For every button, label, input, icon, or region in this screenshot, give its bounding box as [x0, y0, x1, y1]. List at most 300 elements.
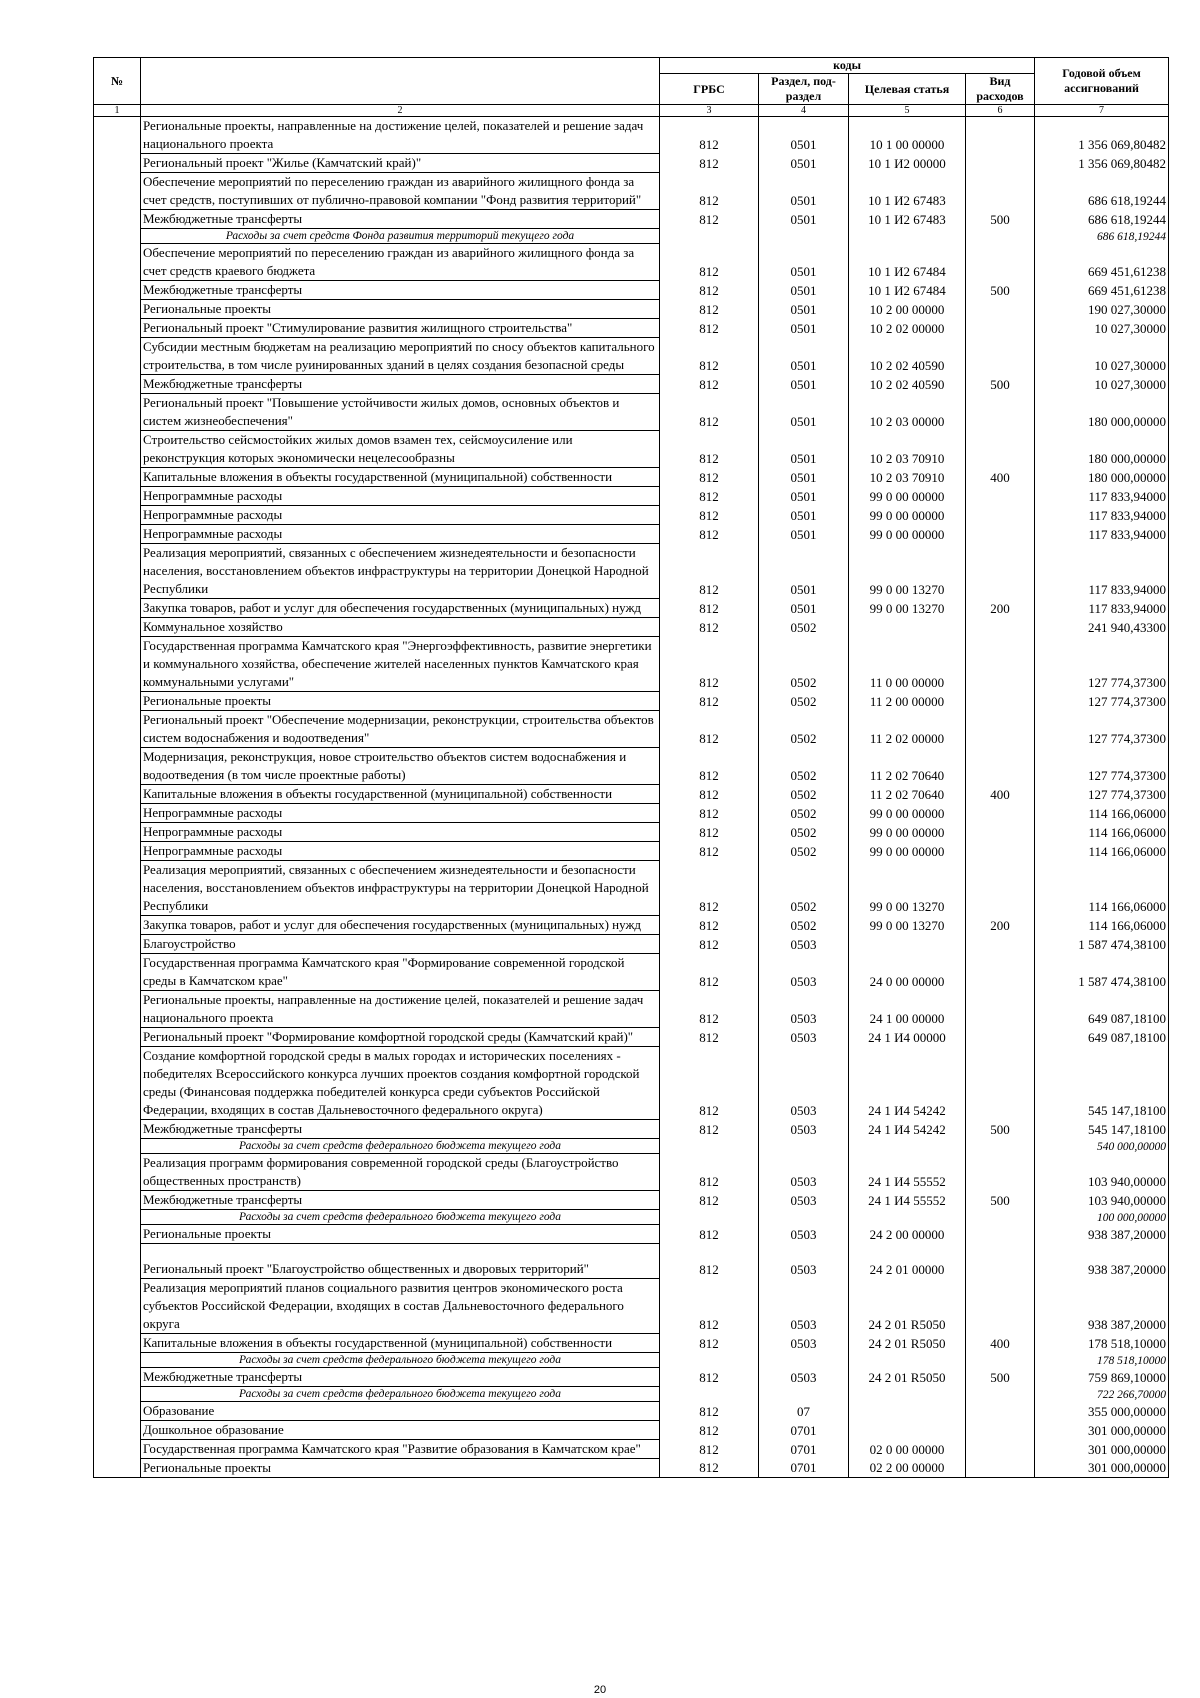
table-row [94, 823, 1169, 842]
cell-expense-type [966, 173, 1035, 210]
table-row [94, 1459, 1169, 1478]
cell-expense-type [966, 1402, 1035, 1421]
table-row [94, 935, 1169, 954]
column-number: 5 [849, 105, 966, 117]
cell-name: Межбюджетные трансферты [141, 210, 660, 229]
cell-grbs: 812 [660, 599, 759, 618]
table-row [94, 711, 1169, 748]
table-row [94, 991, 1169, 1028]
cell-num [94, 244, 141, 281]
cell-name: Региональные проекты [141, 1225, 660, 1244]
table-row [94, 1334, 1169, 1353]
cell-target-article: 10 2 03 00000 [849, 394, 966, 431]
cell-razdel: 0503 [759, 954, 849, 991]
cell-name: Региональные проекты [141, 692, 660, 711]
table-row [94, 954, 1169, 991]
cell-num [94, 338, 141, 375]
cell-razdel: 0501 [759, 431, 849, 468]
cell-name: Государственная программа Камчатского края "Формирование современной городской среды в Камчатском крае" [141, 954, 660, 991]
cell-target-article: 24 1 00 00000 [849, 991, 966, 1028]
cell-amount: 127 774,37300 [1035, 692, 1169, 711]
cell-num [94, 487, 141, 506]
cell-grbs [660, 1387, 759, 1402]
cell-razdel: 0501 [759, 338, 849, 375]
table-row [94, 173, 1169, 210]
cell-expense-type [966, 842, 1035, 861]
cell-razdel [759, 229, 849, 244]
table-row [94, 1225, 1169, 1244]
cell-amount: 759 869,10000 [1035, 1368, 1169, 1387]
cell-razdel: 0501 [759, 544, 849, 599]
cell-name: Межбюджетные трансферты [141, 281, 660, 300]
cell-name: Региональный проект "Повышение устойчивости жилых домов, основных объектов и систем жизнеобеспечения" [141, 394, 660, 431]
cell-target-article: 10 2 03 70910 [849, 468, 966, 487]
cell-expense-type [966, 506, 1035, 525]
table-row-note [94, 1139, 1169, 1154]
cell-target-article: 99 0 00 00000 [849, 525, 966, 544]
cell-grbs: 812 [660, 748, 759, 785]
cell-grbs: 812 [660, 954, 759, 991]
cell-expense-type [966, 637, 1035, 692]
cell-expense-type [966, 1353, 1035, 1368]
cell-expense-type: 200 [966, 599, 1035, 618]
table-row [94, 1028, 1169, 1047]
cell-grbs: 812 [660, 1421, 759, 1440]
cell-expense-type [966, 748, 1035, 785]
cell-expense-type: 500 [966, 281, 1035, 300]
cell-expense-type: 500 [966, 1368, 1035, 1387]
cell-grbs: 812 [660, 300, 759, 319]
cell-name: Расходы за счет средств федерального бюджета текущего года [141, 1210, 660, 1225]
cell-amount: 114 166,06000 [1035, 823, 1169, 842]
cell-expense-type [966, 861, 1035, 916]
cell-target-article: 99 0 00 13270 [849, 544, 966, 599]
cell-num [94, 692, 141, 711]
cell-razdel: 0501 [759, 375, 849, 394]
cell-target-article: 10 2 00 00000 [849, 300, 966, 319]
cell-amount: 545 147,18100 [1035, 1120, 1169, 1139]
cell-amount: 1 587 474,38100 [1035, 935, 1169, 954]
cell-amount: 540 000,00000 [1035, 1139, 1169, 1154]
table-row [94, 637, 1169, 692]
cell-num [94, 1387, 141, 1402]
cell-expense-type [966, 711, 1035, 748]
cell-target-article [849, 229, 966, 244]
table-row [94, 338, 1169, 375]
cell-name: Закупка товаров, работ и услуг для обеспечения государственных (муниципальных) нужд [141, 599, 660, 618]
cell-target-article: 99 0 00 00000 [849, 842, 966, 861]
cell-expense-type [966, 1459, 1035, 1478]
table-row-note [94, 1210, 1169, 1225]
cell-razdel: 0501 [759, 394, 849, 431]
cell-num [94, 1402, 141, 1421]
cell-name: Региональные проекты [141, 1459, 660, 1478]
table-row [94, 599, 1169, 618]
table-row [94, 1244, 1169, 1279]
table-row [94, 842, 1169, 861]
table-row [94, 618, 1169, 637]
cell-expense-type [966, 954, 1035, 991]
cell-target-article: 24 1 И4 54242 [849, 1120, 966, 1139]
cell-razdel: 0502 [759, 711, 849, 748]
cell-name: Непрограммные расходы [141, 842, 660, 861]
cell-razdel [759, 1387, 849, 1402]
cell-name: Межбюджетные трансферты [141, 1191, 660, 1210]
table-row [94, 748, 1169, 785]
cell-grbs [660, 1210, 759, 1225]
cell-grbs: 812 [660, 154, 759, 173]
table-row [94, 1440, 1169, 1459]
cell-amount: 301 000,00000 [1035, 1459, 1169, 1478]
cell-razdel: 0701 [759, 1440, 849, 1459]
cell-expense-type [966, 1139, 1035, 1154]
cell-razdel: 0502 [759, 842, 849, 861]
cell-name: Межбюджетные трансферты [141, 1120, 660, 1139]
cell-expense-type [966, 338, 1035, 375]
cell-name: Реализация мероприятий планов социального развития центров экономического роста субъектов Российской Федерации, входящих в состав Дальневосточного федерального округа [141, 1279, 660, 1334]
table-row [94, 1120, 1169, 1139]
cell-name: Региональный проект "Благоустройство общественных и дворовых территорий" [141, 1244, 660, 1279]
cell-num [94, 431, 141, 468]
cell-num [94, 618, 141, 637]
cell-target-article: 10 1 И2 67483 [849, 210, 966, 229]
cell-name: Региональный проект "Стимулирование развития жилищного строительства" [141, 319, 660, 338]
cell-razdel: 0501 [759, 487, 849, 506]
column-number: 1 [94, 105, 141, 117]
cell-name: Обеспечение мероприятий по переселению граждан из аварийного жилищного фонда за счет средств краевого бюджета [141, 244, 660, 281]
cell-target-article [849, 1210, 966, 1225]
cell-num [94, 748, 141, 785]
cell-name: Расходы за счет средств федерального бюджета текущего года [141, 1353, 660, 1368]
cell-expense-type [966, 229, 1035, 244]
cell-razdel: 0501 [759, 599, 849, 618]
cell-target-article: 10 1 00 00000 [849, 117, 966, 154]
cell-razdel: 0503 [759, 1120, 849, 1139]
cell-num [94, 1244, 141, 1279]
cell-razdel: 0502 [759, 916, 849, 935]
cell-razdel: 07 [759, 1402, 849, 1421]
cell-razdel: 0501 [759, 173, 849, 210]
cell-name: Непрограммные расходы [141, 506, 660, 525]
cell-num [94, 1368, 141, 1387]
cell-num [94, 861, 141, 916]
cell-target-article: 02 0 00 00000 [849, 1440, 966, 1459]
cell-expense-type: 500 [966, 210, 1035, 229]
cell-grbs: 812 [660, 1368, 759, 1387]
cell-num [94, 154, 141, 173]
cell-target-article: 24 0 00 00000 [849, 954, 966, 991]
cell-target-article: 10 1 И2 67484 [849, 281, 966, 300]
table-row [94, 1402, 1169, 1421]
cell-amount: 180 000,00000 [1035, 468, 1169, 487]
cell-target-article: 99 0 00 00000 [849, 804, 966, 823]
cell-name: Государственная программа Камчатского края "Развитие образования в Камчатском крае" [141, 1440, 660, 1459]
cell-target-article [849, 1421, 966, 1440]
cell-num [94, 1353, 141, 1368]
budget-table [93, 57, 1169, 1478]
cell-grbs: 812 [660, 375, 759, 394]
cell-grbs: 812 [660, 785, 759, 804]
cell-expense-type: 500 [966, 1120, 1035, 1139]
cell-name: Благоустройство [141, 935, 660, 954]
table-row [94, 375, 1169, 394]
cell-name: Модернизация, реконструкция, новое строительство объектов систем водоснабжения и водоотведения (в том числе проектные работы) [141, 748, 660, 785]
table-row [94, 1191, 1169, 1210]
cell-grbs: 812 [660, 1191, 759, 1210]
cell-grbs: 812 [660, 173, 759, 210]
cell-razdel: 0502 [759, 861, 849, 916]
cell-grbs: 812 [660, 506, 759, 525]
cell-target-article: 99 0 00 00000 [849, 823, 966, 842]
table-row [94, 785, 1169, 804]
cell-target-article: 99 0 00 00000 [849, 506, 966, 525]
cell-razdel: 0501 [759, 506, 849, 525]
cell-amount: 114 166,06000 [1035, 916, 1169, 935]
cell-expense-type [966, 1279, 1035, 1334]
cell-target-article: 24 1 И4 55552 [849, 1191, 966, 1210]
cell-grbs: 812 [660, 935, 759, 954]
cell-amount: 355 000,00000 [1035, 1402, 1169, 1421]
cell-expense-type [966, 487, 1035, 506]
cell-num [94, 1440, 141, 1459]
cell-num [94, 1120, 141, 1139]
cell-target-article: 10 2 02 00000 [849, 319, 966, 338]
cell-target-article: 24 2 01 R5050 [849, 1334, 966, 1353]
cell-razdel: 0502 [759, 804, 849, 823]
table-row [94, 544, 1169, 599]
column-number: 6 [966, 105, 1035, 117]
cell-num [94, 954, 141, 991]
cell-num [94, 319, 141, 338]
cell-grbs: 812 [660, 637, 759, 692]
cell-target-article: 11 0 00 00000 [849, 637, 966, 692]
cell-grbs: 812 [660, 711, 759, 748]
cell-target-article: 11 2 02 00000 [849, 711, 966, 748]
cell-expense-type [966, 1421, 1035, 1440]
cell-razdel: 0501 [759, 117, 849, 154]
table-row [94, 154, 1169, 173]
cell-num [94, 916, 141, 935]
cell-expense-type [966, 1028, 1035, 1047]
cell-name: Государственная программа Камчатского края "Энергоэффективность, развитие энергетики и коммунального хозяйства, обеспечение жителей населенных пунктов Камчатского края коммунальными услугами" [141, 637, 660, 692]
cell-grbs: 812 [660, 1244, 759, 1279]
cell-razdel: 0501 [759, 300, 849, 319]
cell-grbs: 812 [660, 1459, 759, 1478]
cell-num [94, 1334, 141, 1353]
cell-grbs: 812 [660, 1334, 759, 1353]
cell-amount: 686 618,19244 [1035, 229, 1169, 244]
cell-razdel: 0502 [759, 637, 849, 692]
cell-amount: 686 618,19244 [1035, 210, 1169, 229]
cell-razdel: 0503 [759, 1244, 849, 1279]
cell-amount: 127 774,37300 [1035, 711, 1169, 748]
cell-expense-type [966, 1244, 1035, 1279]
cell-expense-type [966, 154, 1035, 173]
cell-razdel: 0503 [759, 1225, 849, 1244]
cell-amount: 117 833,94000 [1035, 506, 1169, 525]
table-row [94, 861, 1169, 916]
cell-name: Непрограммные расходы [141, 487, 660, 506]
cell-amount: 117 833,94000 [1035, 525, 1169, 544]
cell-grbs: 812 [660, 544, 759, 599]
cell-name: Непрограммные расходы [141, 525, 660, 544]
cell-name: Капитальные вложения в объекты государственной (муниципальной) собственности [141, 785, 660, 804]
column-number: 4 [759, 105, 849, 117]
table-row [94, 692, 1169, 711]
cell-num [94, 281, 141, 300]
cell-name: Региональные проекты, направленные на достижение целей, показателей и решение задач национального проекта [141, 117, 660, 154]
cell-num [94, 1459, 141, 1478]
cell-name: Региональный проект "Жилье (Камчатский край)" [141, 154, 660, 173]
cell-razdel: 0501 [759, 319, 849, 338]
header-name-blank [141, 58, 660, 105]
cell-name: Межбюджетные трансферты [141, 375, 660, 394]
cell-razdel: 0503 [759, 1154, 849, 1191]
cell-expense-type [966, 544, 1035, 599]
cell-target-article: 10 2 02 40590 [849, 375, 966, 394]
cell-target-article [849, 1139, 966, 1154]
cell-amount: 117 833,94000 [1035, 544, 1169, 599]
cell-num [94, 1191, 141, 1210]
table-row [94, 506, 1169, 525]
cell-amount: 938 387,20000 [1035, 1244, 1169, 1279]
table-row [94, 1279, 1169, 1334]
cell-razdel [759, 1353, 849, 1368]
cell-expense-type [966, 525, 1035, 544]
cell-amount: 10 027,30000 [1035, 319, 1169, 338]
cell-amount: 103 940,00000 [1035, 1191, 1169, 1210]
cell-name: Дошкольное образование [141, 1421, 660, 1440]
cell-num [94, 229, 141, 244]
header-row-1 [94, 58, 1169, 74]
cell-grbs: 812 [660, 991, 759, 1028]
cell-razdel: 0501 [759, 244, 849, 281]
cell-razdel: 0501 [759, 525, 849, 544]
cell-expense-type: 500 [966, 375, 1035, 394]
cell-name: Реализация программ формирования современной городской среды (Благоустройство общественных пространств) [141, 1154, 660, 1191]
cell-grbs: 812 [660, 618, 759, 637]
cell-razdel: 0503 [759, 991, 849, 1028]
cell-grbs: 812 [660, 281, 759, 300]
cell-razdel: 0701 [759, 1421, 849, 1440]
cell-razdel: 0502 [759, 823, 849, 842]
cell-razdel: 0501 [759, 154, 849, 173]
cell-target-article: 10 1 И2 67483 [849, 173, 966, 210]
cell-grbs: 812 [660, 338, 759, 375]
cell-num [94, 468, 141, 487]
page-number: 20 [593, 1684, 607, 1696]
cell-num [94, 1279, 141, 1334]
cell-expense-type [966, 1154, 1035, 1191]
cell-num [94, 711, 141, 748]
cell-grbs: 812 [660, 1028, 759, 1047]
budget-table-sheet [93, 57, 1168, 1478]
cell-target-article: 10 2 02 40590 [849, 338, 966, 375]
cell-grbs: 812 [660, 692, 759, 711]
cell-target-article: 24 1 И4 54242 [849, 1047, 966, 1120]
cell-name: Региональные проекты [141, 300, 660, 319]
cell-amount: 545 147,18100 [1035, 1047, 1169, 1120]
cell-amount: 127 774,37300 [1035, 637, 1169, 692]
cell-amount: 1 587 474,38100 [1035, 954, 1169, 991]
cell-target-article: 24 2 01 00000 [849, 1244, 966, 1279]
cell-name: Капитальные вложения в объекты государственной (муниципальной) собственности [141, 468, 660, 487]
cell-amount: 669 451,61238 [1035, 281, 1169, 300]
column-numbers-row [94, 105, 1169, 117]
table-row [94, 319, 1169, 338]
table-row [94, 1154, 1169, 1191]
cell-grbs [660, 1353, 759, 1368]
cell-name: Расходы за счет средств федерального бюджета текущего года [141, 1387, 660, 1402]
cell-name: Обеспечение мероприятий по переселению граждан из аварийного жилищного фонда за счет средств, поступивших от публично-правовой компании "Фонд развития территорий" [141, 173, 660, 210]
table-row-note [94, 1353, 1169, 1368]
cell-num [94, 1139, 141, 1154]
cell-grbs: 812 [660, 1440, 759, 1459]
cell-name: Непрограммные расходы [141, 823, 660, 842]
cell-target-article: 24 2 01 R5050 [849, 1368, 966, 1387]
cell-expense-type [966, 300, 1035, 319]
cell-target-article: 24 2 01 R5050 [849, 1279, 966, 1334]
cell-grbs: 812 [660, 823, 759, 842]
cell-expense-type [966, 431, 1035, 468]
cell-expense-type [966, 804, 1035, 823]
cell-amount: 1 356 069,80482 [1035, 117, 1169, 154]
cell-num [94, 1421, 141, 1440]
table-row [94, 244, 1169, 281]
cell-name: Образование [141, 1402, 660, 1421]
cell-amount: 103 940,00000 [1035, 1154, 1169, 1191]
cell-razdel: 0502 [759, 618, 849, 637]
cell-expense-type [966, 991, 1035, 1028]
cell-grbs: 812 [660, 394, 759, 431]
cell-name: Субсидии местным бюджетам на реализацию мероприятий по сносу объектов капитального строительства, в том числе руинированных зданий в целях создания безопасной среды [141, 338, 660, 375]
cell-razdel: 0501 [759, 468, 849, 487]
cell-amount: 241 940,43300 [1035, 618, 1169, 637]
cell-amount: 10 027,30000 [1035, 338, 1169, 375]
cell-grbs: 812 [660, 117, 759, 154]
cell-target-article: 02 2 00 00000 [849, 1459, 966, 1478]
cell-razdel: 0503 [759, 1047, 849, 1120]
cell-amount: 114 166,06000 [1035, 842, 1169, 861]
cell-expense-type [966, 1387, 1035, 1402]
cell-amount: 938 387,20000 [1035, 1279, 1169, 1334]
cell-num [94, 1225, 141, 1244]
cell-name: Создание комфортной городской среды в малых городах и исторических поселениях - победителях Всероссийского конкурса лучших проектов создания комфортной городской среды (Финансовая поддержка победителей конкурса среди субъектов Российской Федерации, входящих в состав Дальневосточного федерального округа) [141, 1047, 660, 1120]
cell-name: Реализация мероприятий, связанных с обеспечением жизнедеятельности и безопасности населения, восстановлением объектов инфраструктуры на территории Донецкой Народной Республики [141, 861, 660, 916]
table-row [94, 431, 1169, 468]
cell-name: Региональные проекты, направленные на достижение целей, показателей и решение задач национального проекта [141, 991, 660, 1028]
header-target-article: Целевая статья [849, 74, 966, 105]
cell-expense-type [966, 935, 1035, 954]
cell-amount: 301 000,00000 [1035, 1440, 1169, 1459]
table-row [94, 525, 1169, 544]
cell-num [94, 1154, 141, 1191]
cell-target-article: 11 2 00 00000 [849, 692, 966, 711]
table-row-note [94, 229, 1169, 244]
header-expense-type: Вид расходов [966, 74, 1035, 105]
cell-grbs: 812 [660, 525, 759, 544]
table-body [94, 117, 1169, 1478]
cell-num [94, 823, 141, 842]
cell-razdel: 0701 [759, 1459, 849, 1478]
cell-grbs: 812 [660, 1120, 759, 1139]
cell-amount: 180 000,00000 [1035, 394, 1169, 431]
cell-expense-type [966, 394, 1035, 431]
cell-grbs: 812 [660, 319, 759, 338]
cell-num [94, 544, 141, 599]
header-amount: Годовой объем ассигнований [1035, 58, 1169, 105]
cell-grbs: 812 [660, 1402, 759, 1421]
